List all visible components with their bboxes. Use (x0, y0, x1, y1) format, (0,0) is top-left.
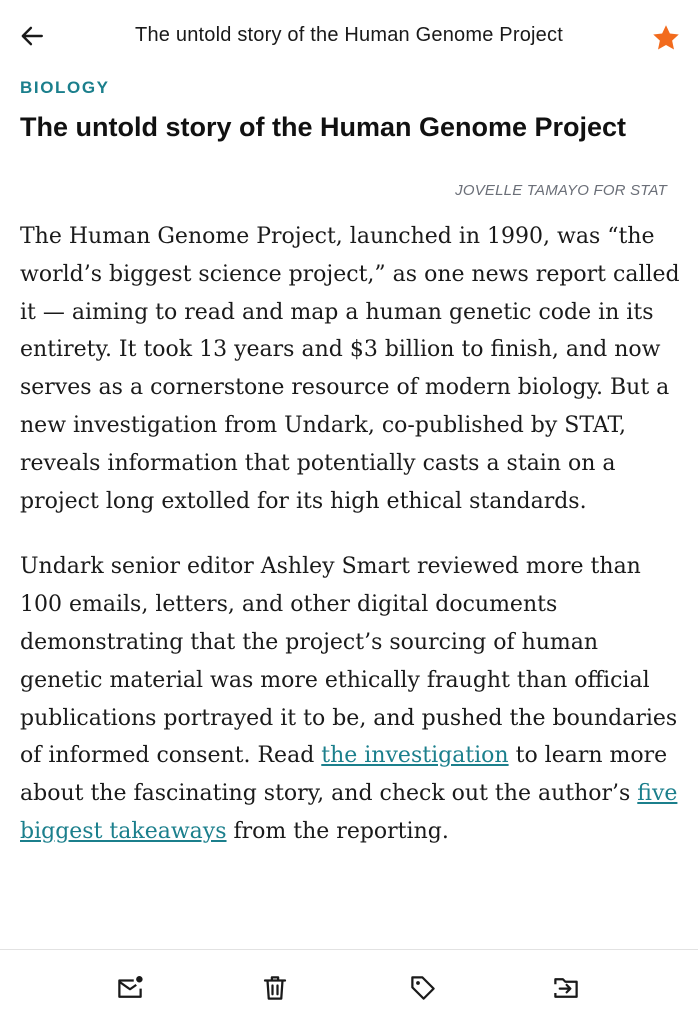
paragraph-text: Undark senior editor Ashley Smart reviewed more than 100 emails, letters, and other digital documents demonstrating that the project’s sourcing of human genetic material was more ethically fraught than official publications portrayed it to be, and pushed the boundaries of informed consent. Read (20, 554, 678, 769)
tag-button[interactable] (405, 970, 441, 1006)
star-icon (651, 23, 681, 53)
article-paragraph (20, 548, 680, 850)
bottom-action-bar (0, 949, 698, 1025)
paragraph-text: from the reporting. (226, 818, 449, 844)
move-to-folder-button[interactable] (548, 970, 584, 1006)
article-category: BIOLOGY (20, 78, 110, 97)
tag-icon (408, 973, 438, 1003)
takeaways-link[interactable]: five biggest takeaways (20, 781, 678, 844)
mark-unread-mail-icon (115, 973, 145, 1003)
trash-icon (260, 973, 290, 1003)
investigation-link[interactable]: the investigation (321, 743, 509, 769)
delete-button[interactable] (257, 970, 293, 1006)
article-body (20, 218, 680, 879)
paragraph-text: to learn more about the fascinating story, and check out the author’s (20, 743, 668, 807)
mark-unread-button[interactable] (112, 970, 148, 1006)
article-headline: The untold story of the Human Genome Project (20, 112, 627, 142)
move-to-folder-icon (551, 973, 581, 1003)
top-app-bar (0, 0, 698, 72)
toolbar-title: The untold story of the Human Genome Project (135, 24, 563, 46)
favorite-button[interactable] (648, 20, 684, 56)
image-credit: JOVELLE TAMAYO FOR STAT (455, 182, 667, 199)
article-paragraph: The Human Genome Project, launched in 1990, was “the world’s biggest science project,” as one news report called it — aiming to read and map a human genetic code in its entirety. It took 13 years and $3 billion to finish, and now serves as a cornerstone resource of modern biology. But a new investigation from Undark, co-published by STAT, reveals information that potentially casts a stain on a project long extolled for its high ethical standards. (20, 224, 680, 514)
